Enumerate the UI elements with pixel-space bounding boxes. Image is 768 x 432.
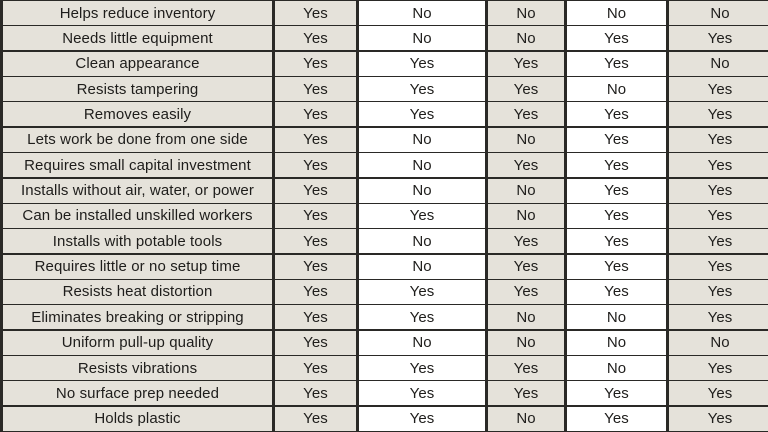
table-cell: Yes [275, 77, 356, 101]
table-cell: Yes [488, 52, 564, 76]
table-cell: Yes [275, 52, 356, 76]
row-label: Holds plastic [3, 407, 272, 431]
table-cell: No [488, 179, 564, 203]
table-cell: No [488, 407, 564, 431]
table-cell: Yes [567, 229, 666, 253]
table-cell: Yes [669, 356, 768, 380]
table-cell: Yes [275, 305, 356, 329]
row-label: Resists tampering [3, 77, 272, 101]
table-cell: Yes [275, 381, 356, 405]
table-cell: Yes [359, 77, 485, 101]
table-cell: No [359, 255, 485, 279]
table-cell: No [488, 1, 564, 25]
table-cell: No [359, 229, 485, 253]
table-cell: Yes [488, 356, 564, 380]
table-cell: Yes [567, 280, 666, 304]
table-cell: Yes [275, 407, 356, 431]
table-cell: Yes [669, 77, 768, 101]
table-cell: Yes [567, 381, 666, 405]
row-label: Needs little equipment [3, 26, 272, 50]
table-cell: No [488, 331, 564, 355]
table-cell: Yes [567, 255, 666, 279]
table-cell: Yes [275, 280, 356, 304]
table-cell: Yes [275, 1, 356, 25]
table-cell: Yes [669, 102, 768, 126]
table-cell: Yes [669, 26, 768, 50]
table-cell: Yes [275, 331, 356, 355]
row-label: Resists heat distortion [3, 280, 272, 304]
table-cell: No [488, 204, 564, 228]
table-cell: No [359, 331, 485, 355]
table-cell: No [567, 1, 666, 25]
table-cell: Yes [275, 255, 356, 279]
table-cell: Yes [669, 305, 768, 329]
table-cell: Yes [275, 179, 356, 203]
table-cell: No [567, 77, 666, 101]
table-cell: No [669, 1, 768, 25]
table-cell: Yes [275, 153, 356, 177]
table-cell: No [359, 179, 485, 203]
table-cell: Yes [359, 381, 485, 405]
table-cell: Yes [669, 179, 768, 203]
table-cell: Yes [488, 77, 564, 101]
table-cell: No [567, 356, 666, 380]
table-cell: No [669, 52, 768, 76]
table-cell: Yes [669, 280, 768, 304]
table-cell: Yes [359, 280, 485, 304]
table-cell: Yes [359, 52, 485, 76]
table-cell: No [669, 331, 768, 355]
table-cell: Yes [567, 102, 666, 126]
row-label: Installs with potable tools [3, 229, 272, 253]
table-cell: Yes [567, 26, 666, 50]
row-label: Eliminates breaking or stripping [3, 305, 272, 329]
row-label: Can be installed unskilled workers [3, 204, 272, 228]
table-cell: Yes [488, 381, 564, 405]
table-cell: Yes [567, 52, 666, 76]
table-cell: Yes [488, 153, 564, 177]
table-cell: Yes [669, 229, 768, 253]
table-cell: No [567, 305, 666, 329]
row-label: Requires little or no setup time [3, 255, 272, 279]
row-label: Lets work be done from one side [3, 128, 272, 152]
table-cell: Yes [488, 229, 564, 253]
table-cell: Yes [669, 381, 768, 405]
table-cell: No [359, 153, 485, 177]
table-cell: Yes [567, 153, 666, 177]
table-cell: Yes [275, 102, 356, 126]
table-cell: Yes [275, 229, 356, 253]
table-cell: Yes [275, 26, 356, 50]
table-cell: Yes [488, 102, 564, 126]
table-cell: Yes [488, 280, 564, 304]
table-cell: No [488, 128, 564, 152]
row-label: Installs without air, water, or power [3, 179, 272, 203]
table-cell: No [359, 26, 485, 50]
table-cell: Yes [669, 255, 768, 279]
table-cell: Yes [359, 305, 485, 329]
table-cell: Yes [567, 179, 666, 203]
table-cell: Yes [669, 407, 768, 431]
table-cell: Yes [275, 128, 356, 152]
table-cell: No [567, 331, 666, 355]
table-cell: Yes [359, 407, 485, 431]
table-cell: Yes [669, 153, 768, 177]
table-cell: No [359, 1, 485, 25]
row-label: Requires small capital investment [3, 153, 272, 177]
table-cell: Yes [669, 128, 768, 152]
row-label: Resists vibrations [3, 356, 272, 380]
table-cell: Yes [567, 407, 666, 431]
row-label: Removes easily [3, 102, 272, 126]
row-label: No surface prep needed [3, 381, 272, 405]
table-cell: Yes [359, 102, 485, 126]
table-cell: No [488, 305, 564, 329]
row-label: Helps reduce inventory [3, 1, 272, 25]
table-cell: Yes [488, 255, 564, 279]
row-label: Uniform pull-up quality [3, 331, 272, 355]
table-cell: No [359, 128, 485, 152]
table-cell: Yes [567, 128, 666, 152]
table-cell: Yes [669, 204, 768, 228]
table-cell: Yes [359, 204, 485, 228]
table-cell: No [488, 26, 564, 50]
table-cell: Yes [275, 356, 356, 380]
table-cell: Yes [567, 204, 666, 228]
row-label: Clean appearance [3, 52, 272, 76]
table-cell: Yes [275, 204, 356, 228]
table-cell: Yes [359, 356, 485, 380]
